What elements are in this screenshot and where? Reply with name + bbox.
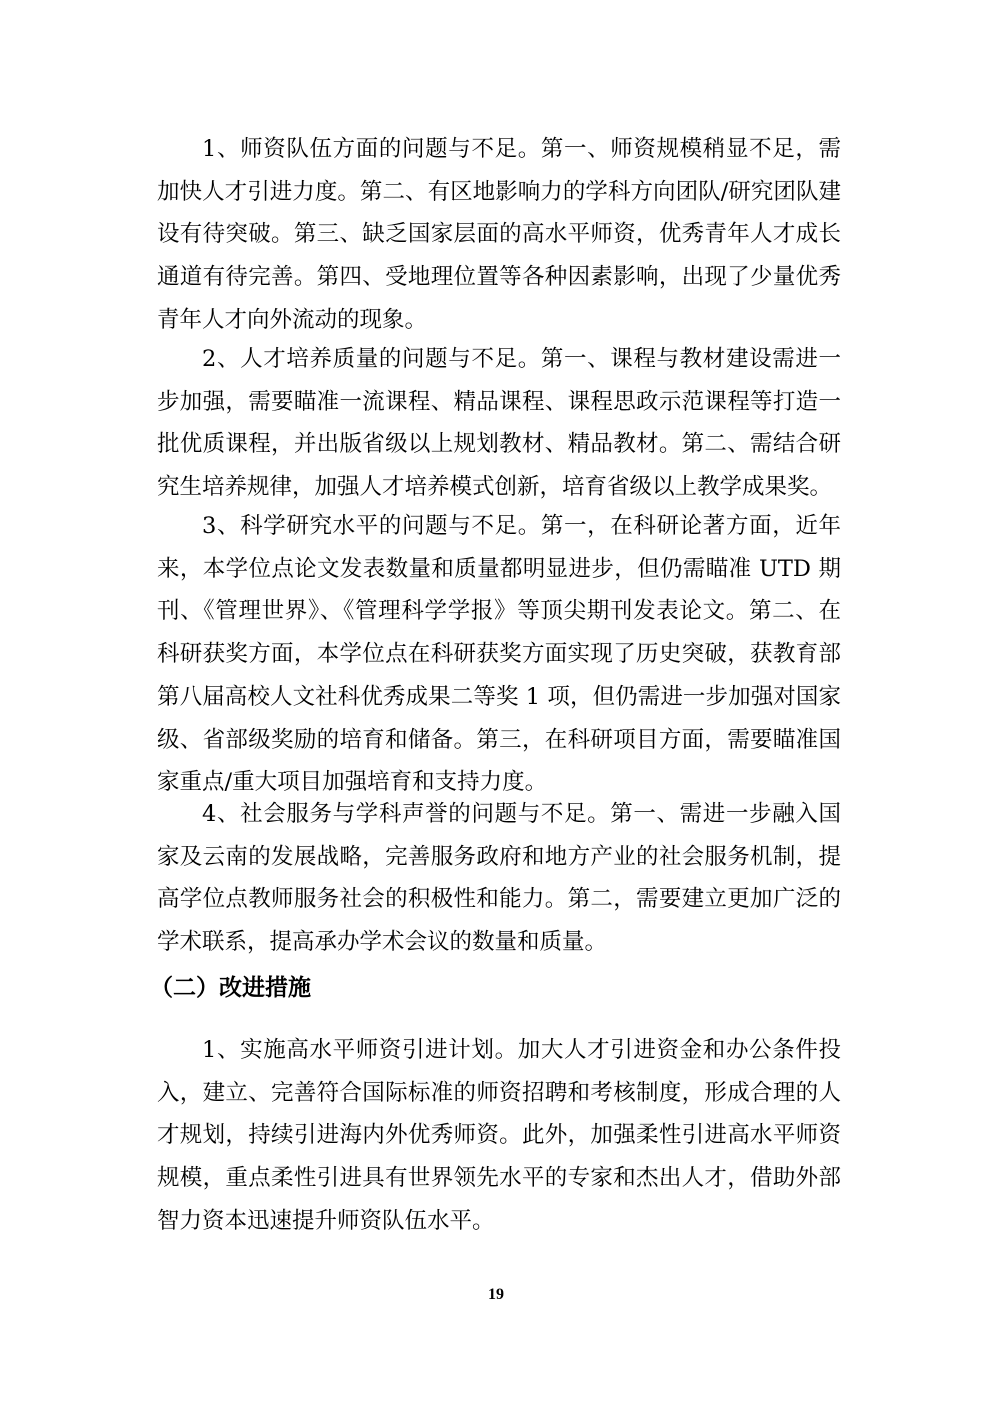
paragraph-training-quality-issues: 2、人才培养质量的问题与不足。第一、课程与教材建设需进一步加强，需要瞄准一流课程、精品课程、课程思政示范课程等打造一批优质课程，并出版省级以上规划教材、精品教材。第二、需结合研究生培养规律，加强人才培养模式创新，培育省级以上教学成果奖。 [157,346,841,501]
paragraph-faculty-issues: 1、师资队伍方面的问题与不足。第一、师资规模稍显不足，需加快人才引进力度。第二、有区地影响力的学科方向团队/研究团队建设有待突破。第三、缺乏国家层面的高水平师资，优秀青年人才成长通道有待完善。第四、受地理位置等各种因素影响，出现了少量优秀青年人才向外流动的现象。 [157,136,841,333]
paragraph-social-service-issues: 4、社会服务与学科声誉的问题与不足。第一、需进一步融入国家及云南的发展战略，完善服务政府和地方产业的社会服务机制，提高学位点教师服务社会的积极性和能力。第二，需要建立更加广泛的学术联系，提高承办学术会议的数量和质量。 [157,801,841,956]
paragraph-faculty-recruitment-plan: 1、实施高水平师资引进计划。加大人才引进资金和办公条件投入，建立、完善符合国际标准的师资招聘和考核制度，形成合理的人才规划，持续引进海内外优秀师资。此外，加强柔性引进高水平师资规模，重点柔性引进具有世界领先水平的专家和杰出人才，借助外部智力资本迅速提升师资队伍水平。 [157,1037,841,1234]
paragraph-research-level-issues: 3、科学研究水平的问题与不足。第一，在科研论著方面，近年来，本学位点论文发表数量和质量都明显进步，但仍需瞄准 UTD 期刊、《管理世界》、《管理科学学报》等顶尖期刊发表论文。第二、在科研获奖方面，本学位点在科研获奖方面实现了历史突破，获教育部第八届高校人文社科优秀成果二等奖 1 项，但仍需进一步加强对国家级、省部级奖励的培育和储备。第三，在科研项目方面，需要瞄准国家重点/重大项目加强培育和支持力度。 [157,513,841,796]
section-heading-improvement-measures: （二）改进措施 [150,975,311,1001]
page-number: 19 [488,1286,504,1303]
